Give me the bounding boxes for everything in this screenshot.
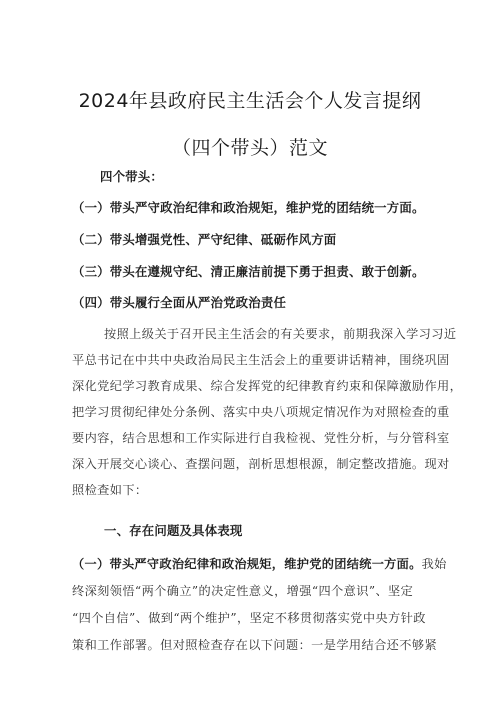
paragraph-line: 深入开展交心谈心、查摆问题，剖析思想根源，制定整改措施。现对 [72,457,450,471]
point-1: （一）带头严守政治纪律和政治规矩，维护党的团结统一方面。 [72,200,425,215]
document-title-line-2: （四个带头）范文 [171,137,328,159]
paragraph-line: 按照上级关于召开民主生活会的有关要求，前期我深入学习习近 [104,327,457,341]
section-line: “四个自信”、做到“两个维护”，坚定不移贯彻落实党中央方针政 [72,611,426,625]
intro-heading: 四个带头： [100,169,163,184]
paragraph-line: 深化党纪学习教育成果、综合发挥党的纪律教育约束和保障激励作用， [72,379,463,393]
document-title-line-1: 2024年县政府民主生活会个人发言提纲 [78,90,422,112]
paragraph-line: 平总书记在中共中央政治局民主生活会上的重要讲话精神，围绕巩固 [72,353,450,367]
paragraph-line: 要内容，结合思想和工作实际进行自我检视、党性分析，与分管科室 [72,431,450,445]
paragraph-line: 照检查如下： [72,483,148,497]
paragraph-line: 把学习贯彻纪律处分条例、落实中央八项规定情况作为对照检查的重 [72,405,450,419]
point-2: （二）带头增强党性、严守纪律、砥砺作风方面 [72,232,337,247]
point-3: （三）带头在遵规守纪、清正廉洁前提下勇于担责、敢于创新。 [72,264,425,279]
section-first-rest: 我始 [421,557,447,571]
section-first-bold: （一）带头严守政治纪律和政治规矩，维护党的团结统一方面。 [72,557,422,571]
section-line: 终深刻领悟“两个确立”的决定性意义，增强“四个意识”、坚定 [72,584,414,598]
point-4: （四）带头履行全面从严治党政治责任 [72,295,287,310]
section-line: 策和工作部署。但对照检查存在以下问题：一是学用结合还不够紧 [72,638,438,652]
section-first-line [72,555,447,572]
section-heading: 一、存在问题及具体表现 [104,523,243,538]
